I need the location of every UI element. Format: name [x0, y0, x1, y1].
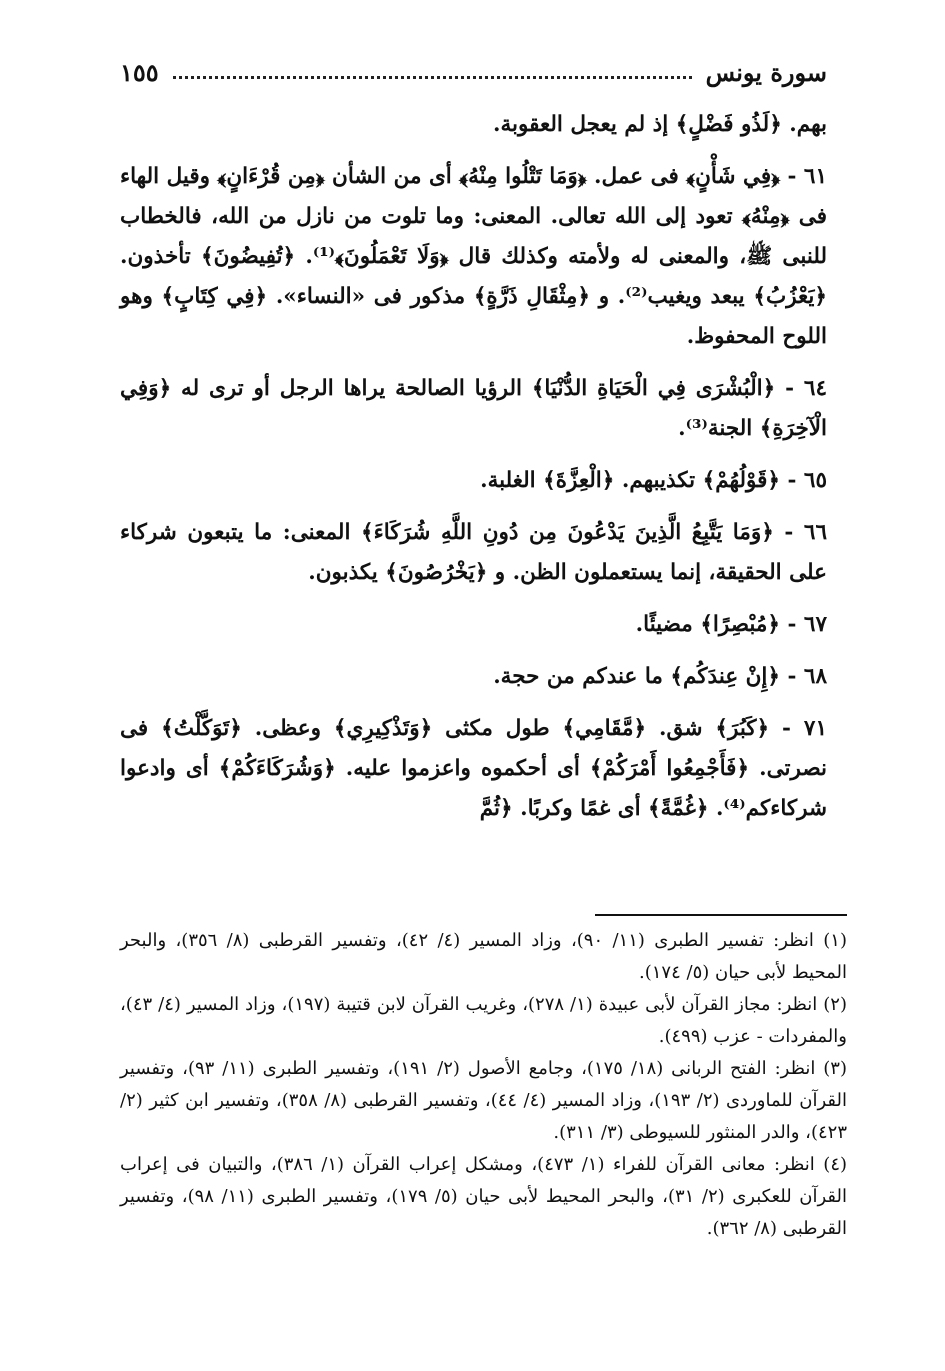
paragraph: ٦٨ - ﴿إِنْ عِندَكُم﴾ ما عندكم من حجة.: [493, 664, 827, 689]
surah-title: سورة يونس: [705, 57, 827, 87]
paragraph: ٦١ - ﴿فِي شَأْنٍ﴾ فى عمل. ﴿وَمَا تَتْلُوا مِنْهُ﴾ أى من الشأن ﴿مِن قُرْءَانٍ﴾ وقيل الهاء فى ﴿مِنْهُ﴾ تعود إلى الله تعالى. المعنى: وما تلوت من نازل من الله، فالخطاب للنبى ﷺ، والمعنى له ولأمته وكذلك قال ﴿وَلَا تَعْمَلُونَ﴾⁽¹⁾. ﴿تُفِيضُونَ﴾ تأخذون. ﴿يَعْزُبُ﴾ يبعد ويغيب⁽²⁾. و ﴿مِثْقَالِ ذَرَّةٍ﴾ مذكور فى «النساء». ﴿فِي كِتَابٍ﴾ وهو اللوح المحفوظ.: [120, 164, 828, 349]
footnote-separator: [595, 914, 847, 916]
page-number: ١٥٥: [120, 57, 159, 87]
paragraph: ٦٤ - ﴿الْبُشْرَى فِي الْحَيَاةِ الدُّنْيَا﴾ الرؤيا الصالحة يراها الرجل أو ترى له ﴿وَفِي الْآخِرَةِ﴾ الجنة⁽³⁾.: [120, 376, 827, 441]
paragraph: بهم. ﴿لَذُو فَضْلٍ﴾ إذ لم يعجل العقوبة.: [492, 112, 827, 137]
footnote: (٢) انظر: مجاز القرآن لأبى عبيدة (١/ ٢٧٨)، وغريب القرآن لابن قتيبة (١٩٧)، وزاد المسير (٤/ ٤٣)، والمفردات - عزب (٤٩٩).: [120, 994, 847, 1047]
paragraph: ٦٥ - ﴿قَوْلُهُمْ﴾ تكذيبهم. ﴿الْعِزَّةَ﴾ الغلبة.: [480, 468, 827, 493]
paragraph: ٦٦ - ﴿وَمَا يَتَّبِعُ الَّذِينَ يَدْعُونَ مِن دُونِ اللَّهِ شُرَكَاءَ﴾ المعنى: ما يتبعون شركاء على الحقيقة، إنما يستعملون الظن. و ﴿يَخْرُصُونَ﴾ يكذبون.: [120, 520, 827, 585]
footnote: (٤) انظر: معانى القرآن للفراء (١/ ٤٧٣)، ومشكل إعراب القرآن (١/ ٣٨٦)، والتبيان فى إعراب القرآن للعكبرى (٢/ ٣١)، والبحر المحيط لأبى حيان (٥/ ١٧٩)، وتفسير الطبرى (١١/ ٩٨)، وتفسير القرطبى (٨/ ٣٦٢).: [120, 1154, 848, 1239]
main-text: [120, 105, 827, 841]
footnote: (١) انظر: تفسير الطبرى (١١/ ٩٠)، وزاد المسير (٤/ ٤٢)، وتفسير القرطبى (٨/ ٣٥٦)، والبحر المحيط لأبى حيان (٥/ ١٧٤).: [120, 930, 847, 983]
footnote: (٣) انظر: الفتح الربانى (١٨/ ١٧٥)، وجامع الأصول (٢/ ١٩١)، وتفسير الطبرى (١١/ ٩٣)، وتفسير القرآن للماوردى (٢/ ١٩٣)، وزاد المسير (٤/ ٤٤)، وتفسير القرطبى (٨/ ٣٥٨)، وتفسير ابن كثير (٢/ ٤٢٣)، والدر المنثور للسيوطى (٣/ ٣١١).: [120, 1058, 847, 1143]
paragraph: ٧١ - ﴿كَبُرَ﴾ شق. ﴿مَّقَامِي﴾ طول مكثى ﴿وَتَذْكِيرِي﴾ وعظى. ﴿تَوَكَّلْتُ﴾ فى نصرتى. ﴿فَأَجْمِعُوا أَمْرَكُمْ﴾ أى أحكموه واعزموا عليه. ﴿وَشُرَكَاءَكُمْ﴾ أى وادعوا شركاءكم⁽⁴⁾. ﴿غُمَّةً﴾ أى غمًا وكربًا. ﴿ثُمَّ: [120, 716, 827, 821]
header-dotted-leader: [173, 76, 692, 79]
running-header: [120, 52, 827, 92]
paragraph: ٦٧ - ﴿مُبْصِرًا﴾ مضيئًا.: [635, 612, 827, 637]
footnotes: [120, 925, 847, 1245]
